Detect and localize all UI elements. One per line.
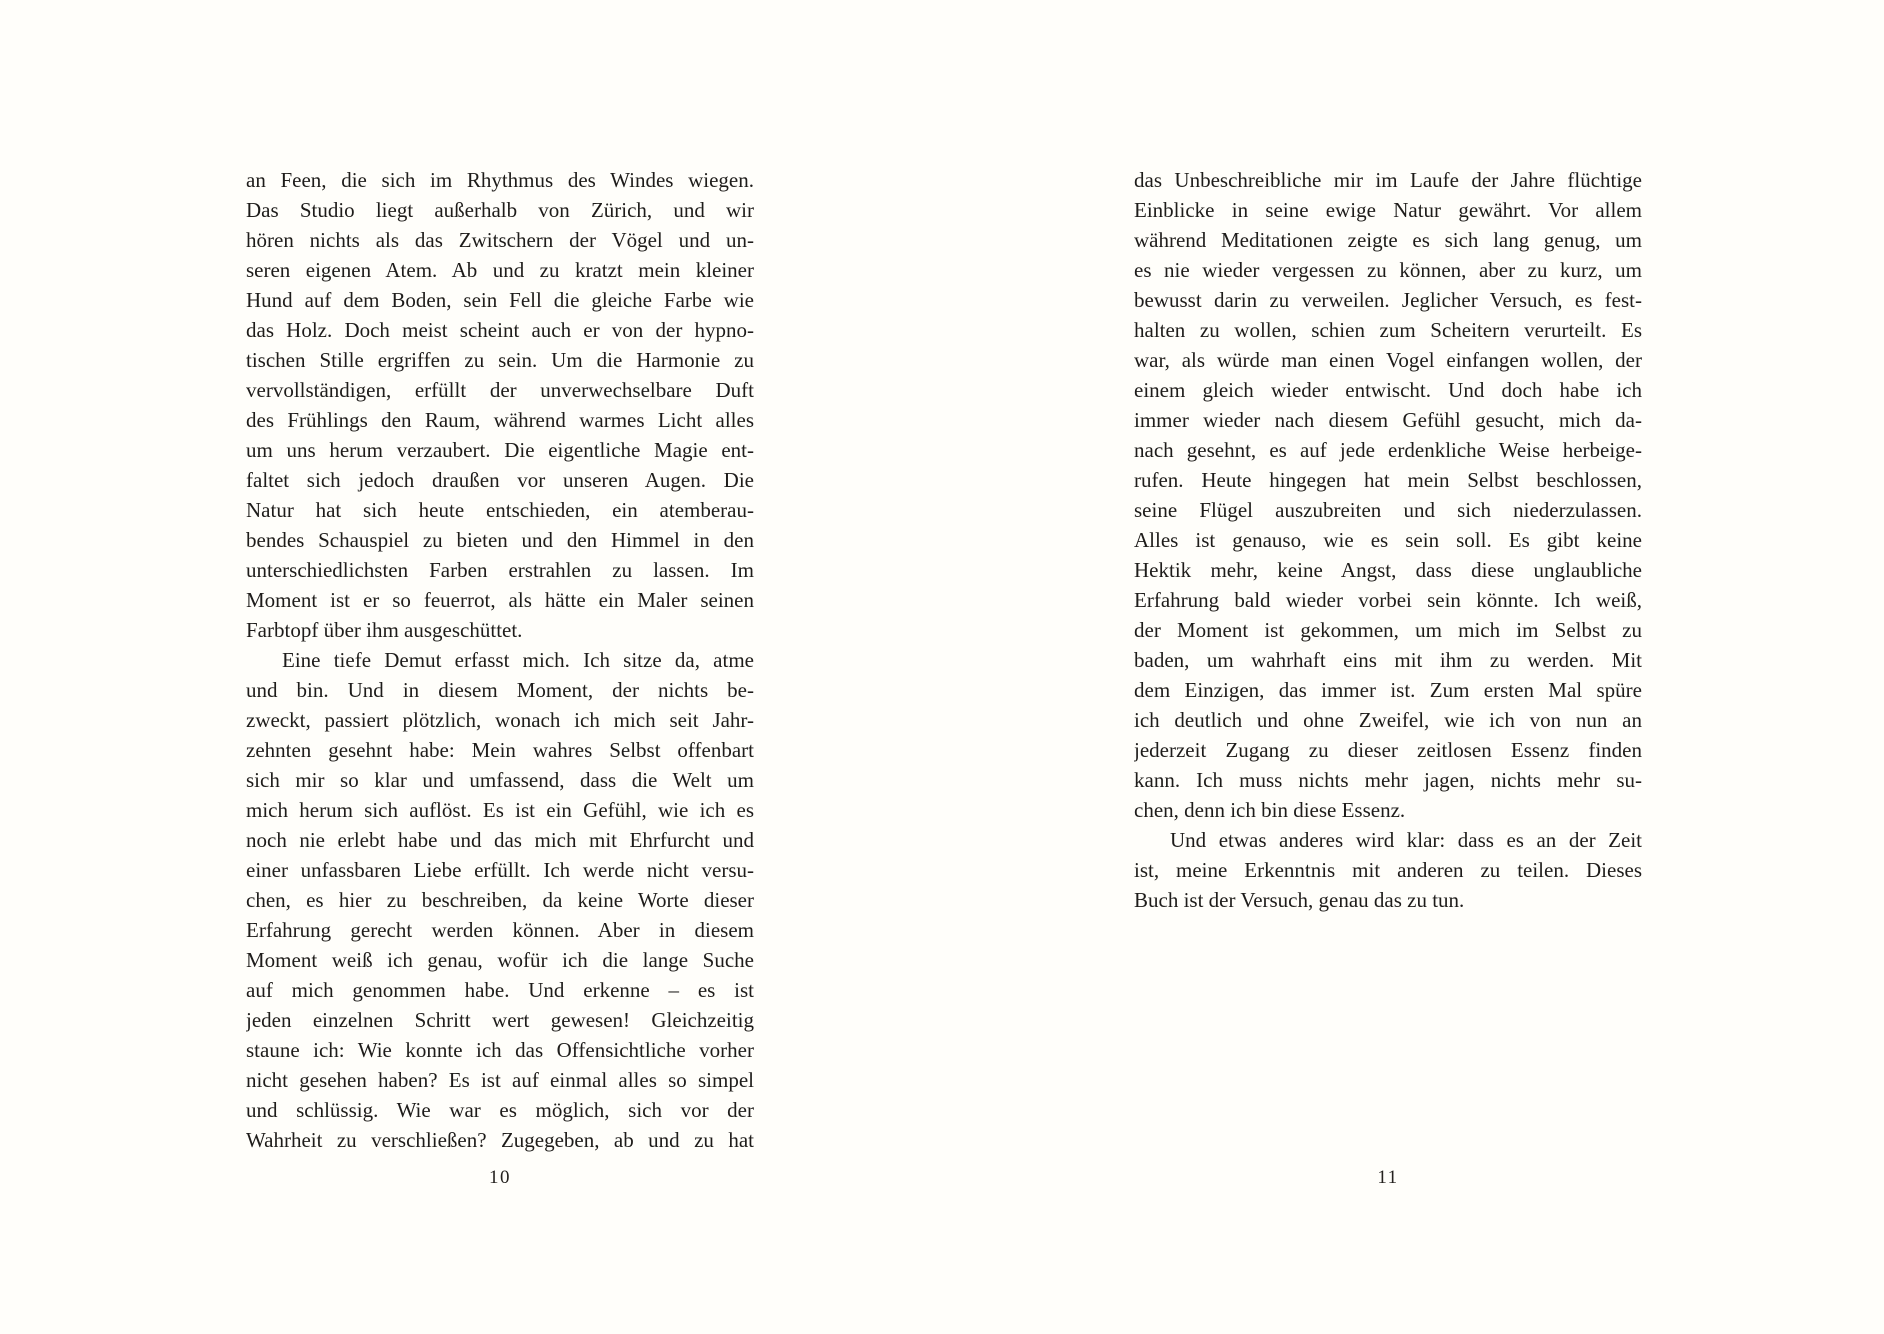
text-line: einem gleich wieder entwischt. Und doch habe ich: [1134, 378, 1642, 402]
text-line: noch nie erlebt habe und das mich mit Ehrfurcht und: [246, 828, 754, 852]
text-line: bewusst darin zu verweilen. Jeglicher Versuch, es fest-: [1134, 288, 1642, 312]
text-line: seine Flügel auszubreiten und sich niederzulassen.: [1134, 498, 1642, 522]
text-line: nach gesehnt, es auf jede erdenkliche Weise herbeige-: [1134, 438, 1642, 462]
text-line: nicht gesehen haben? Es ist auf einmal alles so simpel: [246, 1068, 754, 1092]
text-line: ich deutlich und ohne Zweifel, wie ich von nun an: [1134, 708, 1642, 732]
text-line: Buch ist der Versuch, genau das zu tun.: [1134, 888, 1465, 912]
text-line: der Moment ist gekommen, um mich im Selbst zu: [1134, 618, 1642, 642]
text-line: Hund auf dem Boden, sein Fell die gleiche Farbe wie: [246, 288, 754, 312]
text-line: Das Studio liegt außerhalb von Zürich, und wir: [246, 198, 754, 222]
text-line: faltet sich jedoch draußen vor unseren Augen. Die: [246, 468, 754, 492]
text-line: dem Einzigen, das immer ist. Zum ersten Mal spüre: [1134, 678, 1642, 702]
text-line: einer unfassbaren Liebe erfüllt. Ich werde nicht versu-: [246, 858, 754, 882]
text-line: Wahrheit zu verschließen? Zugegeben, ab und zu hat: [246, 1128, 754, 1152]
text-line: Natur hat sich heute entschieden, ein atemberau-: [246, 498, 754, 522]
text-line: war, als würde man einen Vogel einfangen wollen, der: [1134, 348, 1642, 372]
text-line: seren eigenen Atem. Ab und zu kratzt mein kleiner: [246, 258, 754, 282]
text-line: hören nichts als das Zwitschern der Vögel und un-: [246, 228, 754, 252]
text-line: chen, es hier zu beschreiben, da keine Worte dieser: [246, 888, 754, 912]
text-line: halten zu wollen, schien zum Scheitern verurteilt. Es: [1134, 318, 1642, 342]
text-line: rufen. Heute hingegen hat mein Selbst beschlossen,: [1134, 468, 1642, 492]
text-line: um uns herum verzaubert. Die eigentliche Magie ent-: [246, 438, 754, 462]
text-line: jeden einzelnen Schritt wert gewesen! Gleichzeitig: [246, 1008, 754, 1032]
text-line: an Feen, die sich im Rhythmus des Windes wiegen.: [246, 168, 754, 192]
text-line: bendes Schauspiel zu bieten und den Himmel in den: [246, 528, 754, 552]
text-line: Erfahrung gerecht werden können. Aber in diesem: [246, 918, 754, 942]
text-line: des Frühlings den Raum, während warmes Licht alles: [246, 408, 754, 432]
text-line: während Meditationen zeigte es sich lang genug, um: [1134, 228, 1642, 252]
text-line: immer wieder nach diesem Gefühl gesucht, mich da-: [1134, 408, 1642, 432]
text-line: Farbtopf über ihm ausgeschüttet.: [246, 618, 523, 642]
text-line: Moment ist er so feuerrot, als hätte ein Maler seinen: [246, 588, 754, 612]
text-line: zweckt, passiert plötzlich, wonach ich mich seit Jahr-: [246, 708, 754, 732]
text-line: mich herum sich auflöst. Es ist ein Gefühl, wie ich es: [246, 798, 754, 822]
text-line: das Holz. Doch meist scheint auch er von der hypno-: [246, 318, 754, 342]
text-line: sich mir so klar und umfassend, dass die Welt um: [246, 768, 754, 792]
text-line: und schlüssig. Wie war es möglich, sich vor der: [246, 1098, 754, 1122]
page-number-right: 11: [1377, 1167, 1399, 1188]
text-line: Einblicke in seine ewige Natur gewährt. Vor allem: [1134, 198, 1642, 222]
text-line: Erfahrung bald wieder vorbei sein könnte. Ich weiß,: [1134, 588, 1642, 612]
text-line: ist, meine Erkenntnis mit anderen zu teilen. Dieses: [1134, 858, 1642, 882]
page-number-left: 10: [489, 1167, 511, 1188]
text-line: Eine tiefe Demut erfasst mich. Ich sitze da, atme: [282, 648, 754, 672]
text-line: Und etwas anderes wird klar: dass es an der Zeit: [1170, 828, 1642, 852]
text-line: Moment weiß ich genau, wofür ich die lange Suche: [246, 948, 754, 972]
text-line: es nie wieder vergessen zu können, aber zu kurz, um: [1134, 258, 1642, 282]
text-line: vervollständigen, erfüllt der unverwechselbare Duft: [246, 378, 754, 402]
text-line: kann. Ich muss nichts mehr jagen, nichts mehr su-: [1134, 768, 1642, 792]
text-line: baden, um wahrhaft eins mit ihm zu werden. Mit: [1134, 648, 1642, 672]
left-page-text: [246, 165, 754, 1155]
text-line: Alles ist genauso, wie es sein soll. Es gibt keine: [1134, 528, 1642, 552]
text-line: zehnten gesehnt habe: Mein wahres Selbst offenbart: [246, 738, 754, 762]
text-line: chen, denn ich bin diese Essenz.: [1134, 798, 1406, 822]
text-line: Hektik mehr, keine Angst, dass diese unglaubliche: [1134, 558, 1642, 582]
right-page-text: [1134, 165, 1642, 915]
text-line: jederzeit Zugang zu dieser zeitlosen Essenz finden: [1134, 738, 1642, 762]
text-line: tischen Stille ergriffen zu sein. Um die Harmonie zu: [246, 348, 754, 372]
text-line: staune ich: Wie konnte ich das Offensichtliche vorher: [246, 1038, 754, 1062]
text-line: unterschiedlichsten Farben erstrahlen zu lassen. Im: [246, 558, 754, 582]
text-line: auf mich genommen habe. Und erkenne – es ist: [246, 978, 754, 1002]
text-line: das Unbeschreibliche mir im Laufe der Jahre flüchtige: [1134, 168, 1642, 192]
text-line: und bin. Und in diesem Moment, der nichts be-: [246, 678, 754, 702]
